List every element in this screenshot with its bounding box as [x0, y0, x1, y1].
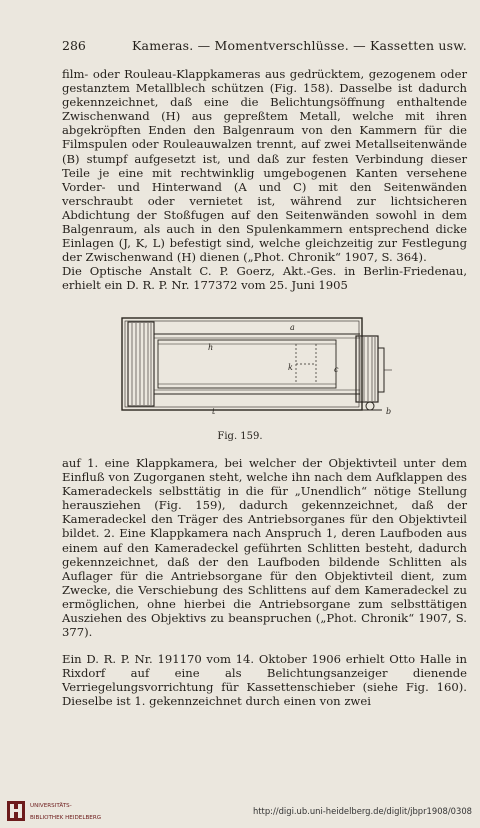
paragraph-klappkamera-claims: auf 1. eine Klappkamera, bei welcher der Objektivteil unter dem Einfluß von Zugorganen steht, welche ihn nach dem Aufklappen des Kameradeckels selbsttätig in die für „Unendlich“ nötige Stellung herausziehen (Fig. 159), dadurch gekennzeichnet, daß der Kameradeckel den Träger des Antriebsorganes für den Objektivteil bildet. 2. Eine Klappkamera nach Anspruch 1, deren Laufboden aus einem auf den Kameradeckel geführten Schlitten besteht, dadurch gekennzeichnet, daß der den Laufboden bildende Schlitten als Auflager für die Antriebsorgane für den Objektivteil dient, zum Zwecke, die Verschiebung des Schlittens auf dem Kameradeckel zu ermöglichen, ohne hierbei die Antriebsorgane zum selbsttätigen Ausziehen des Objektivs zu beanspruchen („Phot. Chronik“ 1907, S. 377).: [62, 456, 467, 640]
figure-caption: Fig. 159.: [217, 431, 263, 442]
page-number: 286: [62, 38, 86, 53]
paragraph-fig-158: film- oder Rouleau-Klappkameras aus gedrücktem, gezogenem oder gestanztem Metallblech schützen (Fig. 158). Dasselbe ist dadurch gekennzeichnet, daß eine die Belichtungsöffnung enthaltende Zwischenwand (H) aus gepreßtem Metall, welche mit ihren abgekröpften Enden den Balgenraum von den Kammern für die Filmspulen oder Rouleauwalzen trennt, auf zwei Metallseitenwände (B) stumpf aufgesetzt ist, und daß zur festen Verbindung dieser Teile je eine mit rechtwinklig umgebogenen Kanten versehene Vorder- und Hinterwand (A und C) mit den Seitenwänden verschraubt oder vernietet ist, während zur lichtsicheren Abdichtung der Stoßfugen auf den Seitenwänden sowohl in dem Balgenraum, als auch in den Spulenkammern entsprechend dicke Einlagen (J, K, L) befestigt sind, welche gleichzeitig zur Festlegung der Zwischenwand (H) dienen („Phot. Chronik“ 1907, S. 364).: [62, 67, 467, 265]
label-a: a: [290, 323, 295, 332]
page-footer: [0, 796, 480, 828]
label-c: c: [334, 365, 339, 374]
logo-text-line-2: BIBLIOTHEK HEIDELBERG: [30, 815, 102, 821]
label-t: t: [212, 407, 216, 416]
label-b: b: [386, 407, 392, 416]
paragraph-goerz-patent: Die Optische Anstalt C. P. Goerz, Akt.-Ges. in Berlin-Friedenau, erhielt ein D. R. P. Nr. 177372 vom 25. Juni 1905: [62, 264, 467, 293]
paragraph-halle-patent: Ein D. R. P. Nr. 191170 vom 14. Oktober 1906 erhielt Otto Halle in Rixdorf auf eine als Belichtungsanzeiger dienende Verriegelungsvorrichtung für Kassettenschieber (siehe Fig. 160). Dieselbe ist 1. gekennzeichnet durch einen von zwei: [62, 652, 467, 709]
page-header: [62, 38, 467, 56]
running-title: Kameras. — Momentverschlüsse. — Kassetten usw.: [132, 38, 467, 53]
camera-cross-section-drawing: [120, 312, 405, 422]
lens-ring: [378, 348, 384, 392]
figure-159-camera-diagram: [120, 312, 405, 422]
hinge: [366, 402, 374, 410]
logo-text-line-1: UNIVERSITÄTS-: [30, 803, 72, 809]
label-h: h: [208, 343, 214, 352]
library-logo[interactable]: [6, 800, 102, 824]
library-crest-icon: [6, 800, 26, 822]
label-k: k: [288, 363, 293, 372]
permalink-url[interactable]: http://digi.ub.uni-heidelberg.de/diglit/jbpr1908/0308: [252, 806, 472, 816]
